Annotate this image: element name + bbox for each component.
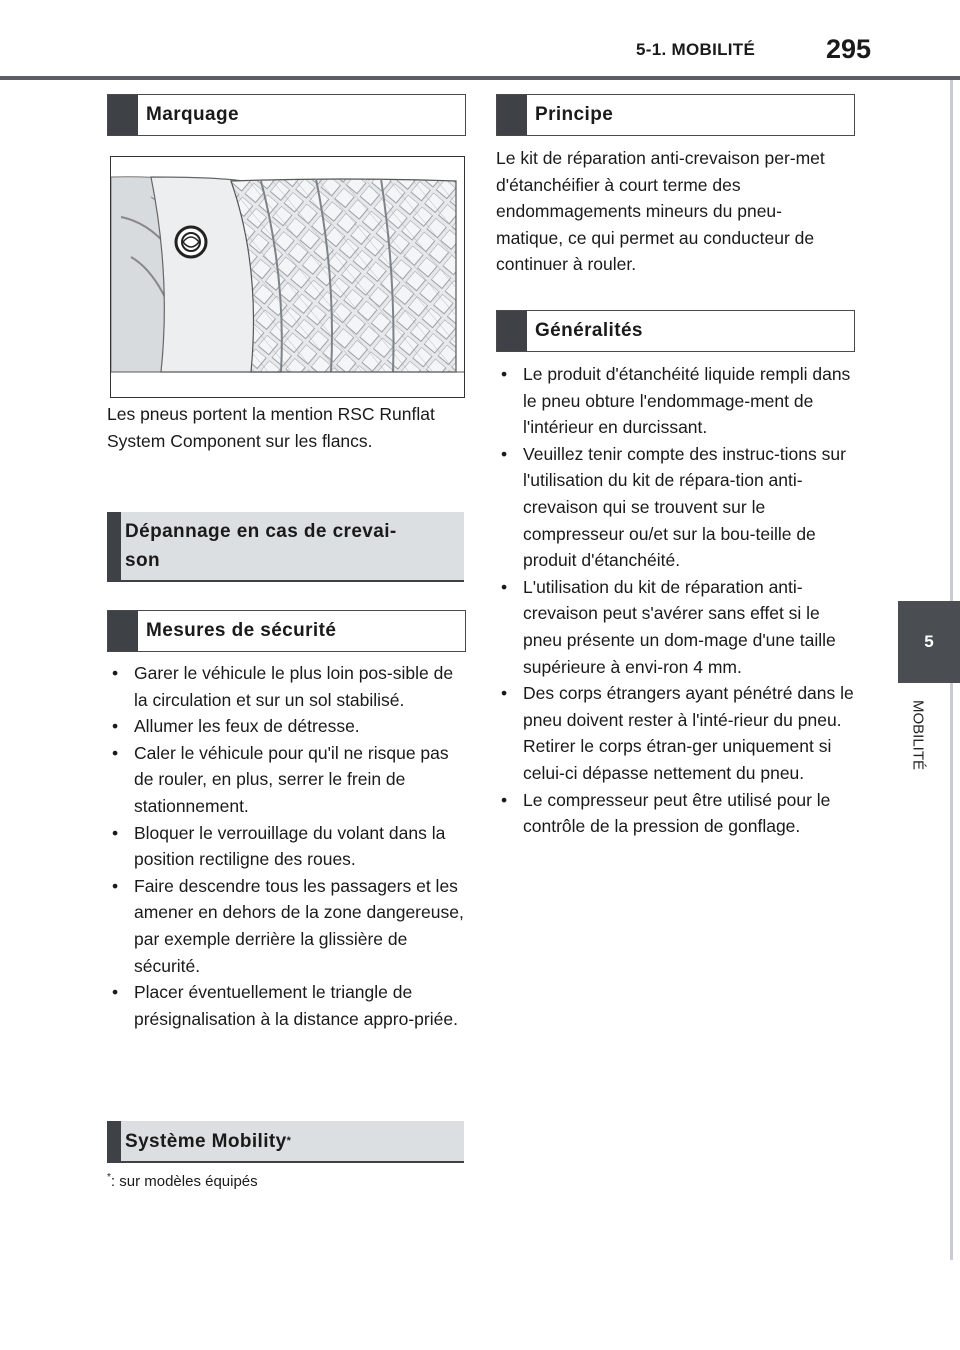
heading-text: Principe: [535, 104, 614, 125]
heading-marquage: [107, 94, 466, 136]
list-item: • Bloquer le verrouillage du volant dans la position rectiligne des roues.: [107, 820, 467, 873]
list-item: • Allumer les feux de détresse.: [107, 713, 467, 740]
generalites-list: [496, 361, 856, 840]
heading-text: Mesures de sécurité: [146, 620, 337, 641]
list-item: • L'utilisation du kit de réparation anti-crevaison peut s'avérer sans effet si le pneu présente un dom-mage d'une taille supérieure à envi-ron 4 mm.: [496, 574, 856, 680]
heading-label: Système Mobility: [125, 1130, 287, 1152]
heading-systeme-mobility: [107, 1121, 464, 1163]
footnote: [107, 1172, 258, 1190]
chapter-label: MOBILITÉ: [909, 700, 927, 771]
heading-bar: [108, 611, 138, 651]
heading-bar: [497, 95, 527, 135]
heading-text: Généralités: [535, 320, 643, 341]
list-item: • Faire descendre tous les passagers et les amener en dehors de la zone dangereuse, par exemple derrière la glissière de sécurité.: [107, 873, 467, 979]
heading-principe: [496, 94, 855, 136]
list-item: • Garer le véhicule le plus loin pos-sible de la circulation et sur un sol stabilisé.: [107, 660, 467, 713]
heading-text: Dépannage en cas de crevai-son: [125, 521, 397, 571]
heading-text: Marquage: [146, 104, 239, 125]
heading-text: [121, 1121, 291, 1161]
footnote-star: *: [107, 1172, 111, 1183]
list-item: • Veuillez tenir compte des instruc-tions sur l'utilisation du kit de répara-tion anti-crevaison qui se trouvent sur le compresseur ou/et sur la bou-teille de produit d'étanchéité.: [496, 441, 856, 574]
footnote-marker: *: [286, 1134, 292, 1147]
heading-mesures: [107, 610, 466, 652]
marquage-caption: Les pneus portent la mention RSC Runflat System Component sur les flancs.: [107, 404, 435, 451]
heading-bar: [497, 311, 527, 351]
heading-bar: [108, 95, 138, 135]
list-item: • Le compresseur peut être utilisé pour le contrôle de la pression de gonflage.: [496, 787, 856, 840]
principe-text: Le kit de réparation anti-crevaison per-met d'étanchéifier à court terme des endommagements mineurs du pneu-matique, ce qui permet au conducteur de continuer à rouler.: [496, 148, 825, 275]
page-number: 295: [826, 34, 872, 64]
section-title: 5-1. MOBILITÉ: [636, 40, 756, 59]
heading-generalites: [496, 310, 855, 352]
chapter-tab[interactable]: 5: [898, 601, 960, 683]
heading-depannage: [107, 512, 464, 582]
header-rule: [0, 76, 960, 80]
footnote-text: : sur modèles équipés: [110, 1173, 258, 1190]
heading-bar: [107, 512, 121, 580]
list-item: • Placer éventuellement le triangle de présignalisation à la distance appro-priée.: [107, 979, 467, 1032]
heading-bar: [107, 1121, 121, 1161]
safety-list: [107, 660, 467, 1032]
list-item: • Caler le véhicule pour qu'il ne risque pas de rouler, en plus, serrer le frein de stationnement.: [107, 740, 467, 820]
tire-drawing: [111, 157, 464, 397]
list-item: • Des corps étrangers ayant pénétré dans le pneu doivent rester à l'inté-rieur du pneu. Retirer le corps étran-ger uniquement si celui-ci dépasse nettement du pneu.: [496, 680, 856, 786]
tire-illustration: [110, 156, 465, 398]
list-item: • Le produit d'étanchéité liquide rempli dans le pneu obture l'endommage-ment de l'intérieur en durcissant.: [496, 361, 856, 441]
